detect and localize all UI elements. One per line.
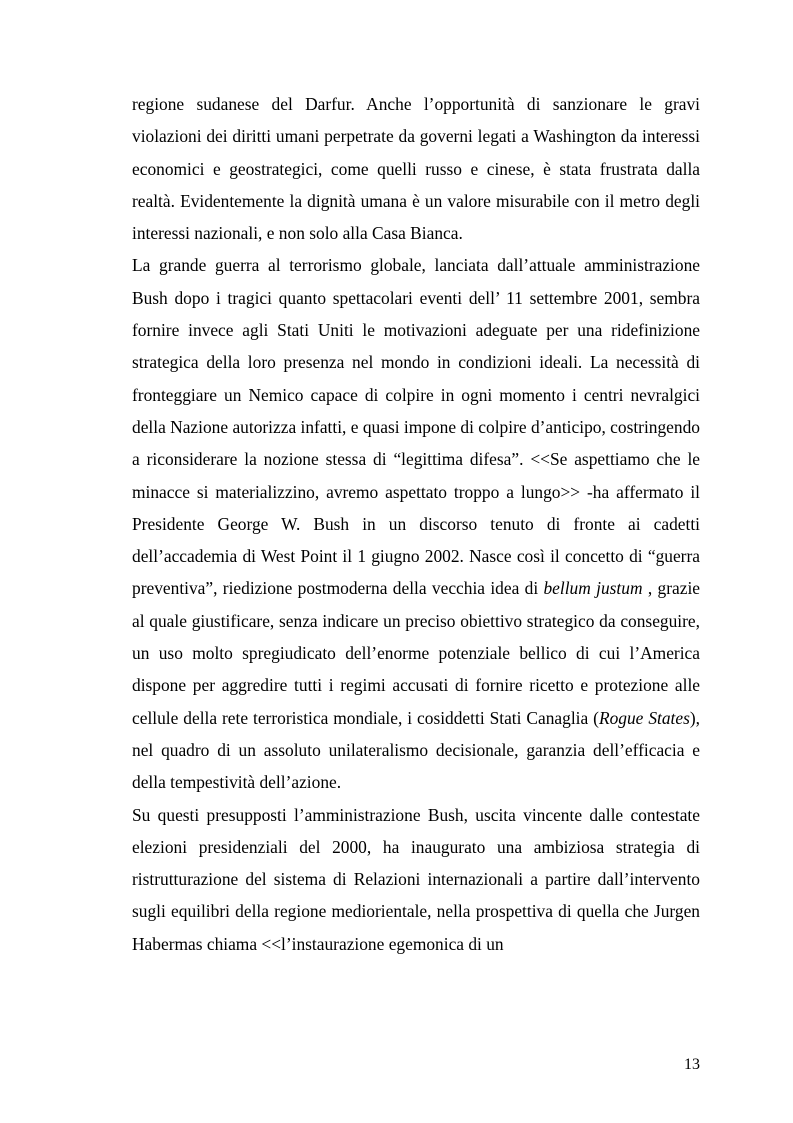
text-run: Su questi presupposti l’amministrazione Bush, uscita vincente dalle contestate elezioni presidenziali del 2000, ha inaugurato una ambiziosa strategia di ristrutturazione del sistema di Relazioni internazionali a partire dall’intervento sugli equilibri della regione mediorientale, nella prospettiva di quella che Jurgen Habermas chiama <<l’instaurazione egemonica di un [132, 804, 700, 954]
body-text [132, 88, 700, 960]
paragraph [132, 249, 700, 798]
paragraph [132, 799, 700, 960]
paragraph [132, 88, 700, 249]
page-number: 13 [684, 1056, 700, 1073]
text-run: ), nel quadro di un assoluto unilateralismo decisionale, garanzia dell’efficacia e della tempestività dell’azione. [132, 707, 700, 793]
text-run: La grande guerra al terrorismo globale, lanciata dall’attuale amministrazione Bush dopo i tragici quanto spettacolari eventi dell’ 11 settembre 2001, sembra fornire invece agli Stati Uniti le motivazioni adeguate per una ridefinizione strategica della loro presenza nel mondo in condizioni ideali. La necessità di fronteggiare un Nemico capace di colpire in ogni momento i centri nevralgici della Nazione autorizza infatti, e quasi impone di colpire d’anticipo, costringendo a riconsiderare la nozione stessa di “legittima difesa”. <<Se aspettiamo che le minacce si materializzino, avremo aspettato troppo a lungo>> -ha affermato il Presidente George W. Bush in un discorso tenuto di fronte ai cadetti dell’accademia di West Point il 1 giugno 2002. Nasce così il concetto di “guerra preventiva”, riedizione postmoderna della vecchia idea di [132, 255, 700, 599]
italic-text-run: bellum justum [543, 578, 643, 599]
italic-text-run: Rogue States [598, 707, 690, 728]
text-run: regione sudanese del Darfur. Anche l’opportunità di sanzionare le gravi violazioni dei diritti umani perpetrate da governi legati a Washington da interessi economici e geostrategici, come quelli russo e cinese, è stata frustrata dalla realtà. Evidentemente la dignità umana è un valore misurabile con il metro degli interessi nazionali, e non solo alla Casa Bianca. [132, 94, 700, 244]
text-run: , grazie al quale giustificare, senza indicare un preciso obiettivo strategico da conseguire, un uso molto spregiudicato dell’enorme potenziale bellico di cui l’America dispone per aggredire tutti i regimi accusati di fornire ricetto e protezione alle cellule della rete terroristica mondiale, i cosiddetti Stati Canaglia ( [132, 578, 701, 728]
